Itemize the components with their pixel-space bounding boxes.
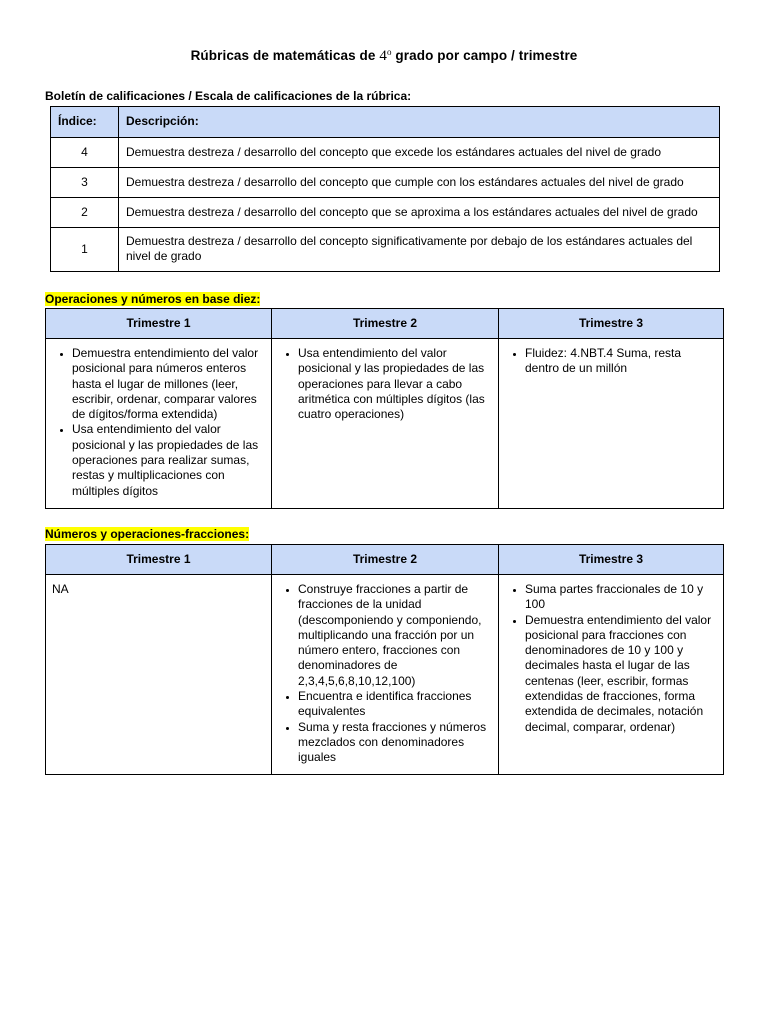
grading-scale-table — [50, 106, 720, 272]
base-ten-table — [45, 308, 724, 509]
table-header-row — [46, 309, 724, 339]
list-item: • Usa entendimiento del valor posicional y las propiedades de las operaciones para llevar a cabo aritmética con múltiples dígitos (las cuatro operaciones) — [298, 346, 492, 422]
index-cell: 2 — [51, 198, 119, 228]
trimester-2-header: Trimestre 2 — [272, 309, 499, 339]
highlighted-caption: Operaciones y números en base diez: — [45, 292, 261, 306]
trimester-1-cell: NA — [46, 575, 272, 775]
table-row — [51, 228, 720, 272]
trimester-3-cell — [499, 339, 724, 509]
table-row — [46, 339, 724, 509]
index-cell: 3 — [51, 168, 119, 198]
table-row — [51, 198, 720, 228]
page-title — [0, 47, 768, 65]
bullet-list — [278, 582, 492, 766]
list-item: • Demuestra entendimiento del valor posicional para fracciones con denominadores de 10 y 100 y decimales hasta el lugar de las centenas (leer, escribir, formas extendidas de fracciones, forma extendida de decimales, notación decimal, comparar, ordenar) — [525, 613, 717, 735]
index-header: Índice: — [51, 107, 119, 138]
description-cell: Demuestra destreza / desarrollo del concepto que cumple con los estándares actuales del nivel de grado — [119, 168, 720, 198]
section-caption-base-ten — [45, 292, 260, 307]
trimester-3-cell — [499, 575, 724, 775]
description-cell: Demuestra destreza / desarrollo del concepto que se aproxima a los estándares actuales del nivel de grado — [119, 198, 720, 228]
title-grade-number: 4 — [379, 48, 387, 64]
trimester-3-header: Trimestre 3 — [499, 309, 724, 339]
description-cell: Demuestra destreza / desarrollo del concepto significativamente por debajo de los estándares actuales del nivel de grado — [119, 228, 720, 272]
list-item: • Construye fracciones a partir de fracciones de la unidad (descomponiendo y componiendo, multiplicando una fracción por un número entero, fracciones con denominadores de 2,3,4,5,6,8,10,12,100) — [298, 582, 492, 689]
bullet-list — [505, 582, 717, 735]
table-row — [51, 168, 720, 198]
fractions-table — [45, 544, 724, 775]
table-row — [46, 575, 724, 775]
list-item: • Encuentra e identifica fracciones equivalentes — [298, 689, 492, 720]
bullet-list — [505, 346, 717, 377]
scale-caption: Boletín de calificaciones / Escala de calificaciones de la rúbrica: — [45, 89, 412, 103]
description-cell: Demuestra destreza / desarrollo del concepto que excede los estándares actuales del nivel de grado — [119, 138, 720, 168]
trimester-2-cell — [272, 575, 499, 775]
trimester-1-header: Trimestre 1 — [46, 545, 272, 575]
index-cell: 4 — [51, 138, 119, 168]
title-suffix: grado por campo / trimestre — [391, 48, 578, 63]
table-header-row — [46, 545, 724, 575]
trimester-1-header: Trimestre 1 — [46, 309, 272, 339]
table-header-row — [51, 107, 720, 138]
index-cell: 1 — [51, 228, 119, 272]
title-prefix: Rúbricas de matemáticas de — [190, 48, 380, 63]
list-item: • Suma y resta fracciones y números mezclados con denominadores iguales — [298, 720, 492, 766]
list-item: • Fluidez: 4.NBT.4 Suma, resta dentro de un millón — [525, 346, 717, 377]
list-item: • Usa entendimiento del valor posicional y las propiedades de las operaciones para realizar sumas, restas y multiplicaciones con múltiples dígitos — [72, 422, 265, 498]
description-header: Descripción: — [119, 107, 720, 138]
bullet-list — [278, 346, 492, 422]
trimester-2-cell — [272, 339, 499, 509]
title-grade-superscript: o — [386, 47, 392, 57]
table-row — [51, 138, 720, 168]
list-item: • Suma partes fraccionales de 10 y 100 — [525, 582, 717, 613]
title-grade — [379, 48, 391, 64]
trimester-2-header: Trimestre 2 — [272, 545, 499, 575]
highlighted-caption: Números y operaciones-fracciones: — [45, 527, 250, 541]
trimester-1-cell — [46, 339, 272, 509]
list-item: • Demuestra entendimiento del valor posicional para números enteros hasta el lugar de millones (leer, escribir, ordenar, comparar valores de dígitos/forma extendida) — [72, 346, 265, 422]
section-caption-fractions — [45, 527, 249, 542]
bullet-list — [52, 346, 265, 499]
trimester-3-header: Trimestre 3 — [499, 545, 724, 575]
